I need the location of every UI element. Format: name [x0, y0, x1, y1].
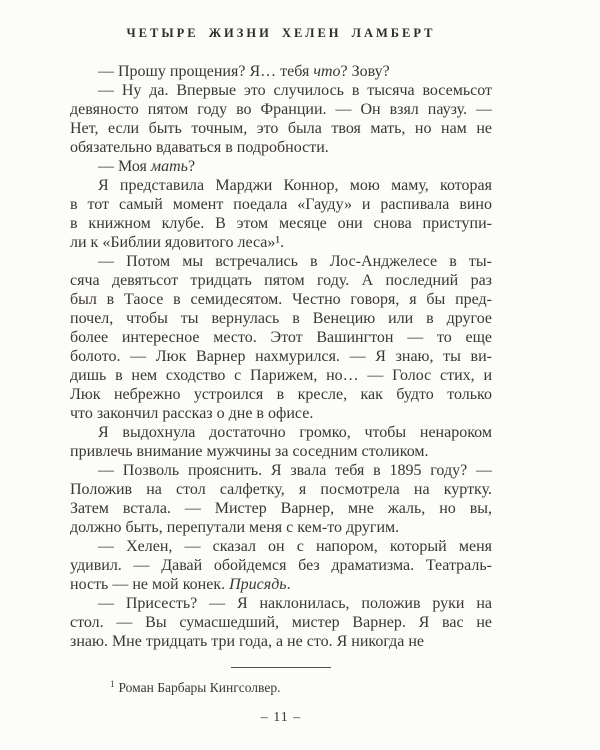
page-number: – 11 – — [260, 710, 302, 725]
text-line: дишь в нем сходство с Парижем, но… — Голос стих, и — [70, 367, 492, 384]
paragraph — [70, 461, 492, 537]
text-line: ность — не мой конек. Присядь. — [70, 576, 291, 593]
text-line: стол. — Вы сумасшедший, мистер Варнер. Я вас не — [70, 614, 492, 631]
text-line: Затем встала. — Мистер Варнер, мне жаль, но вы, — [70, 500, 492, 517]
text-line: был в Таосе в семидесятом. Честно говоря, я бы пред- — [70, 291, 492, 308]
paragraph — [70, 594, 492, 651]
footnote-marker: 1 — [110, 679, 115, 689]
text-line: знаю. Мне тридцать три года, а не сто. Я никогда не — [70, 633, 425, 650]
text-line: Нет, если быть точным, это была твоя мать, но нам не — [70, 120, 492, 137]
text-line: Положив на стол салфетку, я посмотрела на куртку. — [70, 481, 492, 498]
text-line: привлечь внимание мужчины за соседним столиком. — [70, 443, 429, 460]
text-line: — Присесть? — Я наклонилась, положив руки на — [98, 595, 492, 612]
text-line: девяносто пятом году во Франции. — Он взял паузу. — — [70, 101, 492, 118]
paragraph — [70, 252, 492, 423]
running-title: ЧЕТЫРЕ ЖИЗНИ ХЕЛЕН ЛАМБЕРТ — [126, 26, 436, 40]
paragraph — [70, 81, 492, 157]
footnote — [70, 676, 492, 696]
paragraph — [70, 62, 492, 81]
text-line: удивил. — Давай обойдемся без драматизма. Театраль- — [70, 557, 492, 574]
text-line: в тот самый момент поедала «Гауду» и распивала вино — [70, 196, 492, 213]
text-block — [70, 0, 492, 726]
text-line: сяча девятьсот тридцать пятом году. А последний раз — [70, 272, 492, 289]
footnote-divider — [231, 667, 331, 668]
paragraph — [70, 423, 492, 461]
paragraph — [70, 537, 492, 594]
text-line: обязательно вдаваться в подробности. — [70, 139, 329, 156]
text-line: — Позволь прояснить. Я звала тебя в 1895 году? — — [98, 462, 492, 479]
body-text — [70, 62, 492, 651]
text-line: Я выдохнула достаточно громко, чтобы ненароком — [98, 424, 492, 441]
text-line: почел, чтобы ты вернулась в Венецию или в другое — [70, 310, 492, 327]
text-line: более интересное место. Этот Вашингтон — то еще — [70, 329, 492, 346]
text-line: — Моя мать? — [98, 158, 196, 175]
footnote-text: Роман Барбары Кингсолвер. — [118, 680, 281, 695]
text-line: в книжном клубе. В этом месяце они снова приступи- — [70, 215, 492, 232]
text-line: — Потом мы встречались в Лос-Анджелесе в ты- — [98, 253, 492, 270]
text-line: Люк небрежно устроился в кресле, как будто только — [70, 386, 492, 403]
paragraph — [70, 176, 492, 252]
text-line: что закончил рассказ о дне в офисе. — [70, 405, 314, 422]
text-line: ли к «Библии ядовитого леса»¹. — [70, 234, 285, 251]
text-line: Я представила Марджи Коннор, мою маму, которая — [98, 177, 492, 194]
text-line: должно быть, перепутали меня с кем-то другим. — [70, 519, 400, 536]
text-line: — Хелен, — сказал он с напором, который меня — [98, 538, 492, 555]
text-line: болото. — Люк Варнер нахмурился. — Я знаю, ты ви- — [70, 348, 492, 365]
paragraph — [70, 157, 492, 176]
text-line: — Прошу прощения? Я… тебя что? Зову? — [98, 63, 390, 80]
text-line: — Ну да. Впервые это случилось в тысяча восемьсот — [98, 82, 492, 99]
